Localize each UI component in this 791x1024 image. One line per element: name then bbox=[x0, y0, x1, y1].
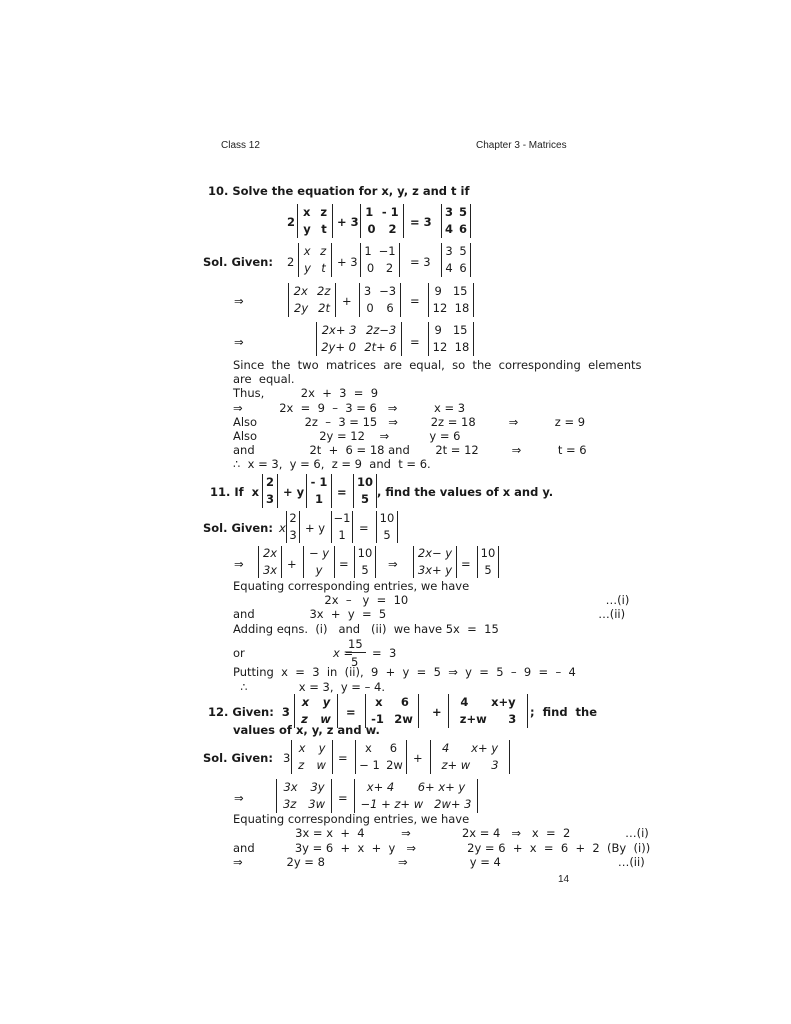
q10-matrix-3 bbox=[441, 204, 471, 238]
cell: 2x bbox=[293, 284, 308, 298]
q11-step1-plus: + bbox=[287, 557, 297, 571]
cell: 15 bbox=[452, 323, 468, 337]
cell: 2w bbox=[386, 758, 403, 772]
cell: z+ w bbox=[441, 758, 471, 772]
cell: −1 + z+ w bbox=[360, 797, 424, 811]
q11-step1-matrix-5 bbox=[477, 546, 499, 578]
cell: −1 bbox=[333, 511, 351, 525]
cell: 5 bbox=[458, 205, 467, 219]
q12-matrix-3 bbox=[448, 694, 528, 728]
q12-text-line: Equating corresponding entries, we have bbox=[233, 812, 470, 826]
q10-text-line: ∴ x = 3, y = 6, z = 9 and t = 6. bbox=[233, 457, 431, 471]
cell: 1 bbox=[338, 528, 346, 542]
cell: 1 bbox=[314, 492, 323, 506]
q11-frac-num: 15 bbox=[348, 637, 363, 651]
cell: x bbox=[364, 741, 372, 755]
q11-given-eq: = bbox=[359, 521, 369, 535]
page-number: 14 bbox=[558, 874, 570, 885]
q11-frac-den: 5 bbox=[351, 655, 359, 669]
q12-title-line2: values of x, y, z and w. bbox=[233, 723, 380, 737]
q11-text-line: 2x – y = 10 …(i) bbox=[233, 593, 630, 607]
q10-step1-eq: = bbox=[410, 294, 420, 308]
cell: 3x bbox=[262, 563, 278, 577]
cell: - 1 bbox=[310, 475, 328, 489]
header-class: Class 12 bbox=[221, 140, 260, 151]
cell: 3 bbox=[445, 244, 453, 258]
q12-text-line: 3x = x + 4 ⇒ 2x = 4 ⇒ x = 2 …(i) bbox=[233, 826, 649, 840]
q11-given-matrix-b bbox=[331, 511, 353, 543]
q12-title-pre: 12. Given: 3 bbox=[208, 705, 290, 719]
q10-coef-2: 2 bbox=[287, 215, 296, 229]
q10-given-coef: 2 bbox=[287, 255, 295, 269]
cell: 3 bbox=[508, 712, 517, 726]
cell: 5 bbox=[360, 492, 369, 506]
q10-eq-3: = 3 bbox=[410, 215, 432, 229]
q11-text-line: ∴ x = 3, y = – 4. bbox=[233, 680, 385, 694]
q11-title-post: , find the values of x and y. bbox=[377, 485, 554, 499]
q10-matrix-1 bbox=[297, 204, 333, 238]
cell: x+y bbox=[491, 695, 516, 709]
cell: 5 bbox=[383, 528, 391, 542]
cell: −1 bbox=[378, 244, 396, 258]
q11-step1-matrix-4 bbox=[413, 546, 457, 578]
cell: 3 bbox=[444, 205, 453, 219]
q10-given-eq: = 3 bbox=[410, 255, 431, 269]
q11-step1-eq2: = bbox=[461, 557, 471, 571]
cell: 5 bbox=[361, 563, 369, 577]
cell: 5 bbox=[459, 244, 467, 258]
cell: 2 bbox=[265, 475, 274, 489]
q10-text-line: Since the two matrices are equal, so the corresponding elements bbox=[233, 358, 642, 372]
cell: 6+ x+ y bbox=[417, 780, 466, 794]
cell: 2z bbox=[317, 284, 331, 298]
cell: 10 bbox=[480, 546, 496, 560]
cell: 6 bbox=[458, 222, 467, 236]
cell: 2t+ 6 bbox=[364, 340, 397, 354]
q10-given-matrix-2 bbox=[360, 243, 400, 277]
q12-given-plus: + bbox=[413, 751, 423, 765]
q11-sol-label: Sol. Given: bbox=[203, 521, 273, 535]
cell: 3y bbox=[310, 780, 325, 794]
cell: 5 bbox=[484, 563, 492, 577]
q10-text-line: Also 2y = 12 ⇒ y = 6 bbox=[233, 429, 461, 443]
cell: y bbox=[322, 695, 331, 709]
q10-sol-label: Sol. Given: bbox=[203, 255, 273, 269]
q10-text-line: and 2t + 6 = 18 and 2t = 12 ⇒ t = 6 bbox=[233, 443, 587, 457]
implies-icon: ⇒ bbox=[388, 557, 398, 571]
cell: 2w+ 3 bbox=[434, 797, 472, 811]
q11-text-line: and 3x + y = 5 …(ii) bbox=[233, 607, 626, 621]
cell: 2y bbox=[294, 301, 309, 315]
implies-icon: ⇒ bbox=[234, 335, 244, 349]
q11-or-label: or bbox=[233, 646, 245, 660]
cell: t bbox=[321, 222, 327, 236]
q10-step1-matrix-3 bbox=[428, 283, 474, 317]
q10-plus-3: + 3 bbox=[337, 215, 359, 229]
q11-text-line: Adding eqns. (i) and (ii) we have 5x = 15 bbox=[233, 622, 499, 636]
cell: 4 bbox=[445, 261, 453, 275]
cell: 3x bbox=[283, 780, 298, 794]
q12-title-eq: = bbox=[346, 705, 356, 719]
cell: z bbox=[320, 205, 328, 219]
q12-given-coef: 3 bbox=[283, 751, 291, 765]
q11-given-plus-y: + y bbox=[305, 521, 326, 535]
cell: 3w bbox=[308, 797, 326, 811]
cell: x+ y bbox=[471, 741, 499, 755]
q10-step2-matrix-2 bbox=[428, 322, 474, 356]
q12-step1-matrix-1 bbox=[276, 779, 332, 813]
cell: y bbox=[303, 222, 311, 236]
cell: z bbox=[301, 712, 308, 726]
q11-step1-eq: = bbox=[339, 557, 349, 571]
cell: 3x+ y bbox=[417, 563, 453, 577]
cell: 9 bbox=[434, 323, 442, 337]
cell: x bbox=[375, 695, 383, 709]
cell: x bbox=[303, 244, 311, 258]
q10-title: 10. Solve the equation for x, y, z and t if bbox=[208, 184, 470, 198]
q11-frac-lhs: x = bbox=[333, 646, 354, 660]
cell: z bbox=[298, 758, 305, 772]
cell: 0 bbox=[367, 222, 376, 236]
cell: 15 bbox=[452, 284, 468, 298]
cell: 3z bbox=[282, 797, 297, 811]
q12-given-matrix-2 bbox=[355, 740, 407, 774]
cell: 2x bbox=[262, 546, 278, 560]
cell: - 1 bbox=[381, 205, 399, 219]
cell: y bbox=[318, 741, 326, 755]
cell: 2t bbox=[318, 301, 330, 315]
cell: 2 bbox=[385, 261, 394, 275]
cell: 10 bbox=[357, 546, 373, 560]
q11-frac-rhs: = 3 bbox=[372, 646, 397, 660]
q11-title-eq: = bbox=[337, 485, 347, 499]
cell: 2x− y bbox=[417, 546, 453, 560]
cell: 6 bbox=[400, 695, 409, 709]
q10-matrix-2 bbox=[360, 204, 404, 238]
cell: 4 bbox=[441, 741, 450, 755]
cell: y bbox=[304, 261, 311, 275]
cell: 4 bbox=[460, 695, 469, 709]
q12-given-eq: = bbox=[338, 751, 348, 765]
q10-given-plus: + 3 bbox=[337, 255, 358, 269]
cell: 1 bbox=[365, 205, 374, 219]
q11-given-x: x bbox=[279, 521, 286, 535]
cell: 6 bbox=[389, 741, 398, 755]
cell: x bbox=[302, 205, 311, 219]
cell: 2z−3 bbox=[365, 323, 397, 337]
q11-given-matrix-c bbox=[376, 511, 398, 543]
cell: 18 bbox=[454, 301, 470, 315]
cell: 0 bbox=[366, 301, 374, 315]
cell: x bbox=[298, 741, 306, 755]
q10-step1-matrix-1 bbox=[288, 283, 336, 317]
cell: 4 bbox=[444, 222, 453, 236]
cell: 0 bbox=[366, 261, 375, 275]
q12-step1-matrix-2 bbox=[354, 779, 478, 813]
cell: 3 bbox=[491, 758, 499, 772]
cell: − y bbox=[308, 546, 330, 560]
implies-icon: ⇒ bbox=[234, 294, 244, 308]
q10-step1-matrix-2 bbox=[359, 283, 401, 317]
q12-text-line: ⇒ 2y = 8 ⇒ y = 4 …(ii) bbox=[233, 855, 645, 869]
cell: 12 bbox=[432, 340, 448, 354]
cell: 10 bbox=[379, 511, 395, 525]
q10-step1-plus: + bbox=[342, 294, 352, 308]
cell: z bbox=[320, 244, 327, 258]
q11-matrix-b bbox=[306, 474, 332, 508]
q11-matrix-c bbox=[353, 474, 377, 508]
cell: 2x+ 3 bbox=[321, 323, 357, 337]
cell: t bbox=[321, 261, 326, 275]
q11-text-line: Putting x = 3 in (ii), 9 + y = 5 ⇒ y = 5 – 9 = – 4 bbox=[233, 665, 576, 679]
q11-step1-matrix-1 bbox=[258, 546, 282, 578]
q10-text-line: Thus, 2x + 3 = 9 bbox=[233, 386, 379, 400]
q12-step1-eq: = bbox=[338, 791, 348, 805]
q11-text-line: Equating corresponding entries, we have bbox=[233, 579, 470, 593]
cell: 2 bbox=[289, 511, 297, 525]
implies-icon: ⇒ bbox=[234, 557, 244, 571]
q10-text-line: are equal. bbox=[233, 372, 295, 386]
cell: y bbox=[315, 563, 323, 577]
q12-given-matrix-1 bbox=[291, 740, 333, 774]
q10-text-line: Also 2z – 3 = 15 ⇒ 2z = 18 ⇒ z = 9 bbox=[233, 415, 586, 429]
cell: 3 bbox=[289, 528, 297, 542]
cell: 6 bbox=[459, 261, 467, 275]
cell: 2 bbox=[388, 222, 397, 236]
q12-title-post: ; find the bbox=[530, 705, 598, 719]
q11-matrix-a bbox=[262, 474, 278, 508]
q10-step2-eq: = bbox=[410, 335, 420, 349]
q10-given-matrix-1 bbox=[298, 243, 332, 277]
cell: 6 bbox=[386, 301, 394, 315]
cell: z+w bbox=[459, 712, 487, 726]
cell: 2w bbox=[394, 712, 413, 726]
implies-icon: ⇒ bbox=[234, 791, 244, 805]
q12-given-matrix-3 bbox=[430, 740, 510, 774]
cell: 1 bbox=[364, 244, 372, 258]
cell: x+ 4 bbox=[366, 780, 395, 794]
q10-given-matrix-3 bbox=[441, 243, 471, 277]
cell: 3 bbox=[265, 492, 274, 506]
cell: 2y+ 0 bbox=[321, 340, 356, 354]
cell: 3 bbox=[363, 284, 372, 298]
cell: 12 bbox=[432, 301, 448, 315]
q12-text-line: and 3y = 6 + x + y ⇒ 2y = 6 + x = 6 + 2 (By (i)) bbox=[233, 841, 651, 855]
q10-text-line: ⇒ 2x = 9 – 3 = 6 ⇒ x = 3 bbox=[233, 401, 466, 415]
q11-step1-matrix-3 bbox=[354, 546, 376, 578]
cell: w bbox=[316, 758, 326, 772]
fraction-bar bbox=[346, 652, 366, 653]
cell: 9 bbox=[434, 284, 442, 298]
header-chapter: Chapter 3 - Matrices bbox=[476, 140, 567, 151]
cell: -1 bbox=[371, 712, 384, 726]
q11-title-plus: + y bbox=[283, 485, 305, 499]
q12-sol-label: Sol. Given: bbox=[203, 751, 273, 765]
cell: w bbox=[320, 712, 331, 726]
cell: − 1 bbox=[359, 758, 380, 772]
q10-step2-matrix-1 bbox=[316, 322, 402, 356]
q11-step1-matrix-2 bbox=[303, 546, 335, 578]
cell: x bbox=[301, 695, 310, 709]
q12-title-plus: + bbox=[432, 705, 442, 719]
q11-given-matrix-a bbox=[286, 511, 300, 543]
cell: −3 bbox=[379, 284, 397, 298]
cell: 18 bbox=[454, 340, 470, 354]
q11-title-pre: 11. If x bbox=[210, 485, 260, 499]
cell: 10 bbox=[356, 475, 373, 489]
